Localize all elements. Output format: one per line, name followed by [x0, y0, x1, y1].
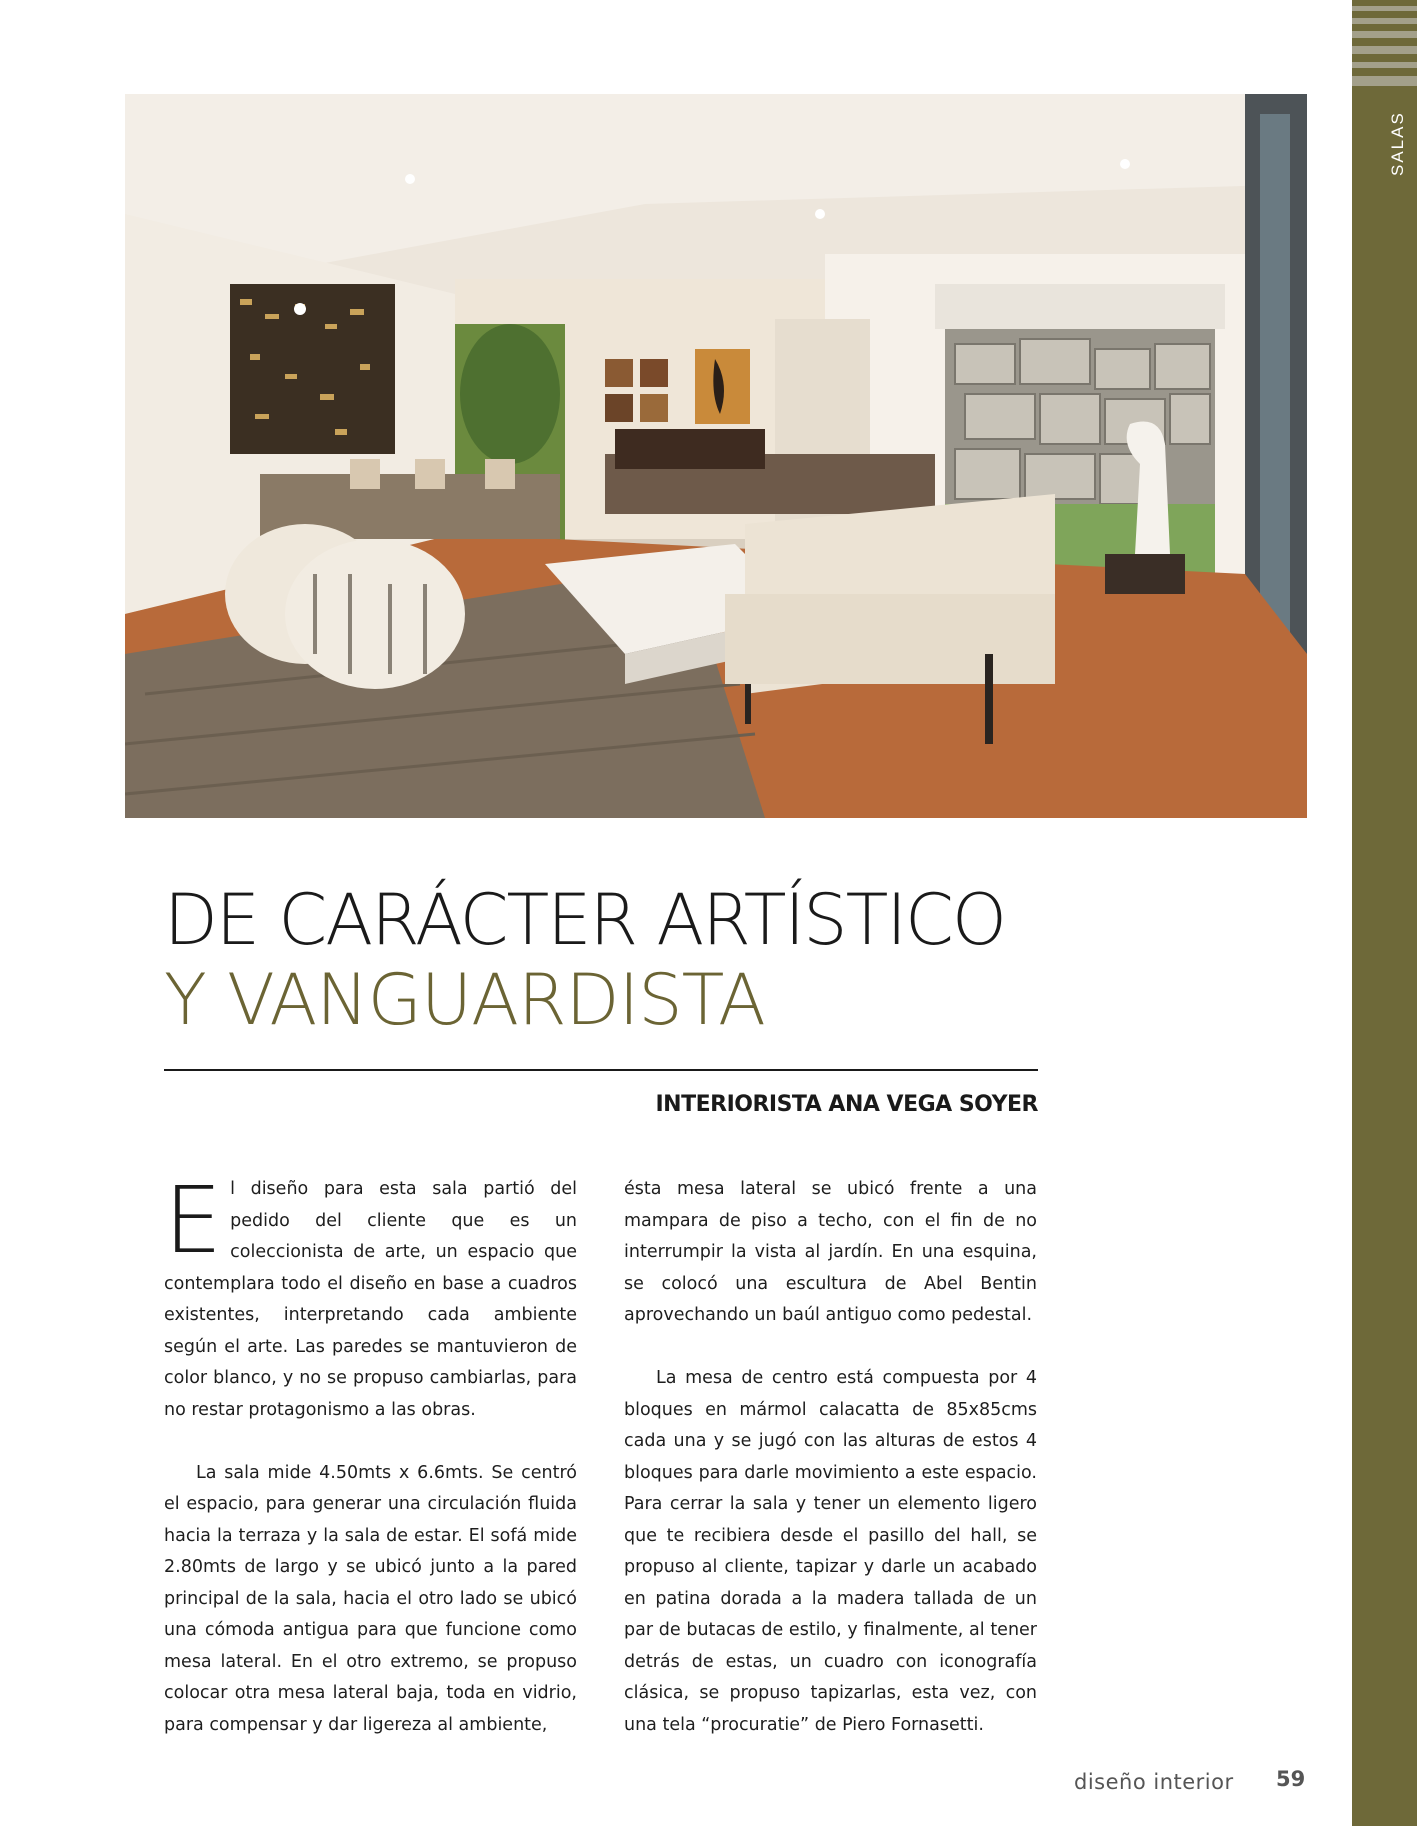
headline-line-2: Y VANGUARDISTA	[164, 959, 765, 1041]
page-number: 59	[1276, 1767, 1306, 1791]
paragraph: La mesa de centro está compuesta por 4 bloques en mármol calacatta de 85x85cms cada una y se jugó con las alturas de estos 4 bloques para darle movimiento a este espacio. Para cerrar la sala y tener un elemento ligero que te recibiera desde el pasillo del hall, se propuso al cliente, tapizar y darle un acabado en patina dorada a la madera tallada de un par de butacas de estilo, y finalmente, al tener detrás de estas, un cuadro con iconografía clásica, se propuso tapizarlas, esta vez, con una tela “procuratie” de Piero Fornasetti.	[624, 1368, 1037, 1735]
body-column-1	[164, 1167, 577, 1741]
drop-cap: E	[164, 1167, 223, 1274]
paragraph-text: l diseño para esta sala partió del pedido del cliente que es un coleccionista de arte, un espacio que contemplara todo el diseño en base a cuadros existentes, interpretando cada ambiente según el arte. Las paredes se mantuvieron de color blanco, y no se propuso cambiarlas, para no restar protagonismo a las obras.	[164, 1179, 577, 1420]
sidebar-stripes	[1352, 0, 1417, 92]
paragraph	[164, 1167, 577, 1426]
headline-line-1: DE CARÁCTER ARTÍSTICO	[164, 879, 1005, 961]
section-label: SALAS	[1388, 111, 1407, 176]
paragraph: ésta mesa lateral se ubicó frente a una mampara de piso a techo, con el fin de no interrumpir la vista al jardín. En una esquina, se colocó una escultura de Abel Bentin aprovechando un baúl antiguo como pedestal.	[624, 1179, 1037, 1325]
article-headline	[164, 880, 1064, 1040]
living-room-photo	[125, 94, 1307, 818]
byline: INTERIORISTA ANA VEGA SOYER	[655, 1092, 1038, 1117]
headline-divider	[164, 1069, 1038, 1071]
body-column-2	[624, 1174, 1037, 1741]
paragraph: La sala mide 4.50mts x 6.6mts. Se centró el espacio, para generar una circulación fluida hacia la terraza y la sala de estar. El sofá mide 2.80mts de largo y se ubicó junto a la pared principal de la sala, hacia el otro lado se ubicó una cómoda antigua para que funcione como mesa lateral. En el otro extremo, se propuso colocar otra mesa lateral baja, toda en vidrio, para compensar y dar ligereza al ambiente,	[164, 1462, 577, 1735]
section-sidebar	[1352, 0, 1417, 1826]
magazine-name: diseño interior	[1074, 1770, 1234, 1794]
